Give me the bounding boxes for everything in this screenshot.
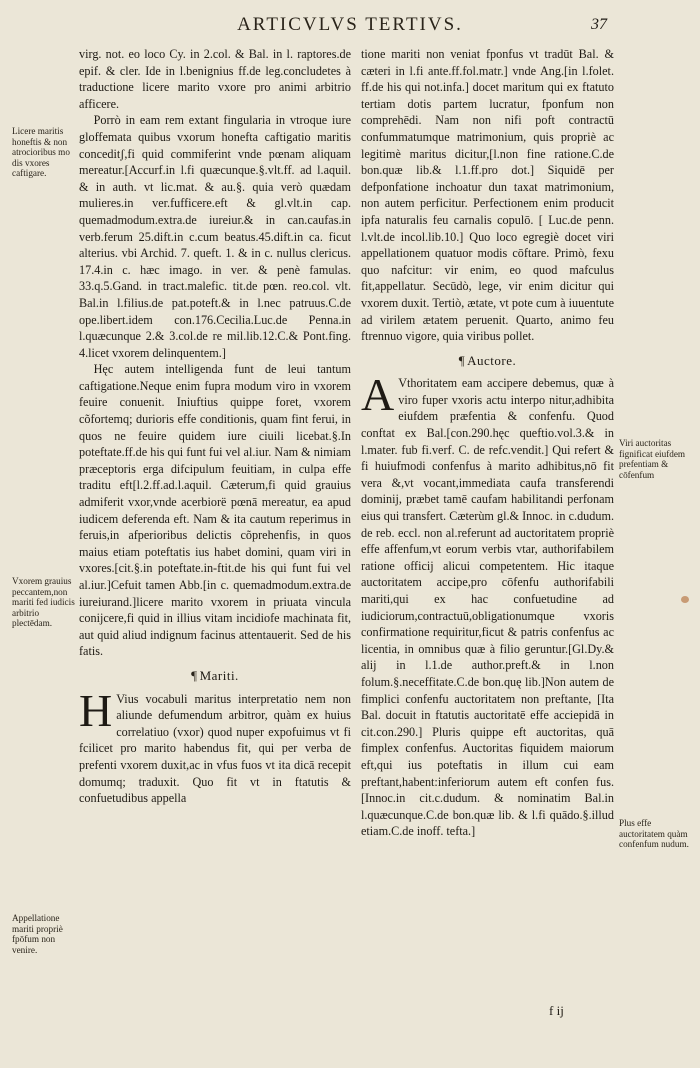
left-paragraph-2: Porrò in eam rem extant fingularia in vtroque iure gloffemata quibus vxorum honefta caftigatio maritis conceditʃ,fi quid commiferint vnde pœnam aliquam mereatur.[Accurf.in l.fi quæcunque.§.vlt.ff. ad l.aquil. & in auth. vt lic.mat. & au.§. quia verò quædam mulieres.in ver.fufficere.eft & gl.vlt.in cap. quemadmodum.extra.de iureiur.& in can.caufas.in verb.ferum 25.dift.in c.cum beatus.45.dift.in ca. ficut alterius. vbi Archid. 7. queft. 1. & in c. nullus clericus. 17.4.in c. hæc imago. in ver. & penè famulas. 33.q.5.Gand. in tract.malefic. tit.de pœn. reo.col. vlt. Bal.in l.filius.de pat.poteft.& in l.nec patruus.C.de ope.libert.idem con.176.Cecilia.Luc.de Penna.in l.quæcunque 2.& 3.col.de re mil.lib.12.C.& Pont.fing. 4.licet vxorem delinquentem.] <box>79 113 351 360</box>
pilcrow-icon: ¶ <box>191 667 198 683</box>
paper-stain <box>681 596 689 603</box>
right-paragraph-2 <box>361 369 614 840</box>
right-column <box>361 46 614 840</box>
section-heading-text: Mariti. <box>199 667 239 683</box>
margin-note-left-1: Licere maritis honeftis & non atrocioribus mo dis vxores caftigare. <box>12 126 70 179</box>
section-heading-auctore <box>361 353 614 370</box>
left-paragraph-1: virg. not. eo loco Cy. in 2.col. & Bal. in l. raptores.de epif. & cler. Ide in l.benignius ff.de leg.concludetes à traductione licere marito vxore pro animi arbitrio afficere. <box>79 47 351 111</box>
drop-cap: H <box>79 684 113 736</box>
left-paragraph-3: Hęc autem intelligenda funt de leui tantum caftigatione.Neque enim fupra modum viro in vxorem feuire conuenit. Iniuftius quippe foret, vxorem cõfortemq; durioris effe conditionis, quam fint ferui, in quos ne feuire quidem iure ciuili licebat.§.In poteftate.ff.de his qui funt fui vel al.iur. Nam & nimiam præceptoris erga difcipulum feuitiam, in culpa effe traditu eft[l.2.ff.ad.l.aquil. Cæterum,fi quid grauius admiferit vxor,vnde acerbiorë pœnā mereatur, ea apud iudicem deferenda eft. Nam & ita cautum reperimus in feruis,in afperioribus delictis cõprehenfis, in quos maius etiam poteftatis ius habet domini, quam viri in vxores.[cit.§.in poteftate.in-ftit.de his qui funt fui vel al.iur.]Cefuit tamen Abb.[in c. quemadmodum.extra.de iureiurand.]licere marito vxorem in priuata vincula conijcere,fi quid in illius vitam incidiofe machinata fit, aut quid aliud indignum facinus attentauerit. Sed de his fatis. <box>79 362 351 659</box>
running-head: ARTICVLVS TERTIVS. <box>237 14 463 35</box>
page-number: 37 <box>591 16 607 33</box>
drop-cap: A <box>361 369 395 421</box>
left-paragraph-4 <box>79 684 351 807</box>
margin-note-left-3: Appellatione mariti propriè fpōfum non venire. <box>12 913 63 955</box>
margin-note-left-2: Vxorem grauius peccantem,non mariti fed iudicis arbitrio plectēdam. <box>12 576 75 629</box>
margin-note-right-1: Viri auctoritas fignificat eiufdem prefentiam & cōfenfum <box>619 438 686 480</box>
left-paragraph-4-text: Vius vocabuli maritus interpretatio nem non aliunde defumendum arbitror, quàm ex huius correlatiuo (vxor) quod nuper expofuimus vt fi fcilicet pro marito habendus fit, qui per verba de prefenti vxorem duxit,ac in vfus fuos vt ita dicā recepit domumq; traduxit. Quo fit vt in ftatutis & confuetudibus appella <box>79 691 351 806</box>
right-paragraph-2-text: Vthoritatem eam accipere debemus, quæ à viro fuper vxoris actu interpo nitur,adhibita eiufdem præfentia & confenfu. Quod conftat ex Bal.[con.290.hęc queftio.vol.3.& in l.mater. fub fi.verf. C. de refc.vendit.] Qui refert & fi huiufmodi confenfus à marito adhibitus,nō fit vera &,vt vocant,immediata caufa transferendi dominij, præbet tamē caufam habilitandi perfonam eius qui transfert. Cæterùm gl.& Innoc. in c.dudum. de reb. eccl. non al.referunt ad auctoritatem propriè effe affenfum,vt eorum verbis vtar, authorifabilem ratione officij alicui competentem. Hic itaque auctoritatem accipe,pro cōfenfu authorifabili mariti,qui ex hac confuetudine ad iudiciorum,contractuū,obligationumque vxoris confirmatione requiritur,ficut & patris confenfus ac licentia, in omnibus quæ à filio geruntur.[Gl.Dy.& alij in l.1.de author.preft.& in l.non folum.§.neceffitate.C.de bon.quę lib.]Non autem de fimplici confenfu auctoritatem non preftante, [Ita Bal. docuit in ftatutis auctoritatē effe acciepidā in cit.con.290.] Pluris quippe eft auctoritas, quā fimplex confenfus. Auctoritas fiquidem maiorum eft,qui ius poteftatis in illum cui eam preftant,habent:inferiorum autem eft confen fus.[Innoc.in cit.c.dudum. & nominatim Bal.in l.quæcunque.C.de bon.quæ lib. & l.fi quādo.§.illud etiam.C.de inoff. tefta.] <box>361 376 614 839</box>
section-heading-text: Auctore. <box>467 352 517 368</box>
left-column <box>79 46 351 807</box>
signature-mark: f ij <box>549 1003 564 1018</box>
pilcrow-icon: ¶ <box>458 352 466 368</box>
section-heading-mariti <box>79 668 351 685</box>
margin-note-right-2: Plus effe auctoritatem quàm confenfum nudum. <box>619 818 689 850</box>
right-paragraph-1: tione mariti non veniat fponfus vt tradūt Bal. & cæteri in l.fi ante.ff.fol.matr.] vnde Ang.[in l.folet. ff.de his qui not.infa.] docet maritum qui ex ftatuto tertiam dotis partem lucratur, fponfum non comprehēdi. Nam non nifi poft contractū confummatumque matrimonium, quis propriè ac legitimè maritus dicitur,[l.non fine ratione.C.de bon.quæ lib.& l.1.ff.pro dot.] Siquidē per defponfatione inchoatur dun taxat matrimonium, non autem perficitur. Perfectionem enim producit ipfa naturalis feu carnalis copulō. [ Luc.de penn. l.vlt.de incol.lib.10.] Quo loco egregiè docet viri appellationem quatuor modis cōftare. Primò, fexu quo nafcitur: vir enim, eo quod mafculus fit,appellatur. Secūdò, lege, vir enim dicitur qui vxorem duxit. Tertiò, ætate, vt pote cum à iuuentute ad virilem ætatem peruenit. Quarto, animo feu ftrennuo vigore, quia viribus pollet. <box>361 47 614 344</box>
